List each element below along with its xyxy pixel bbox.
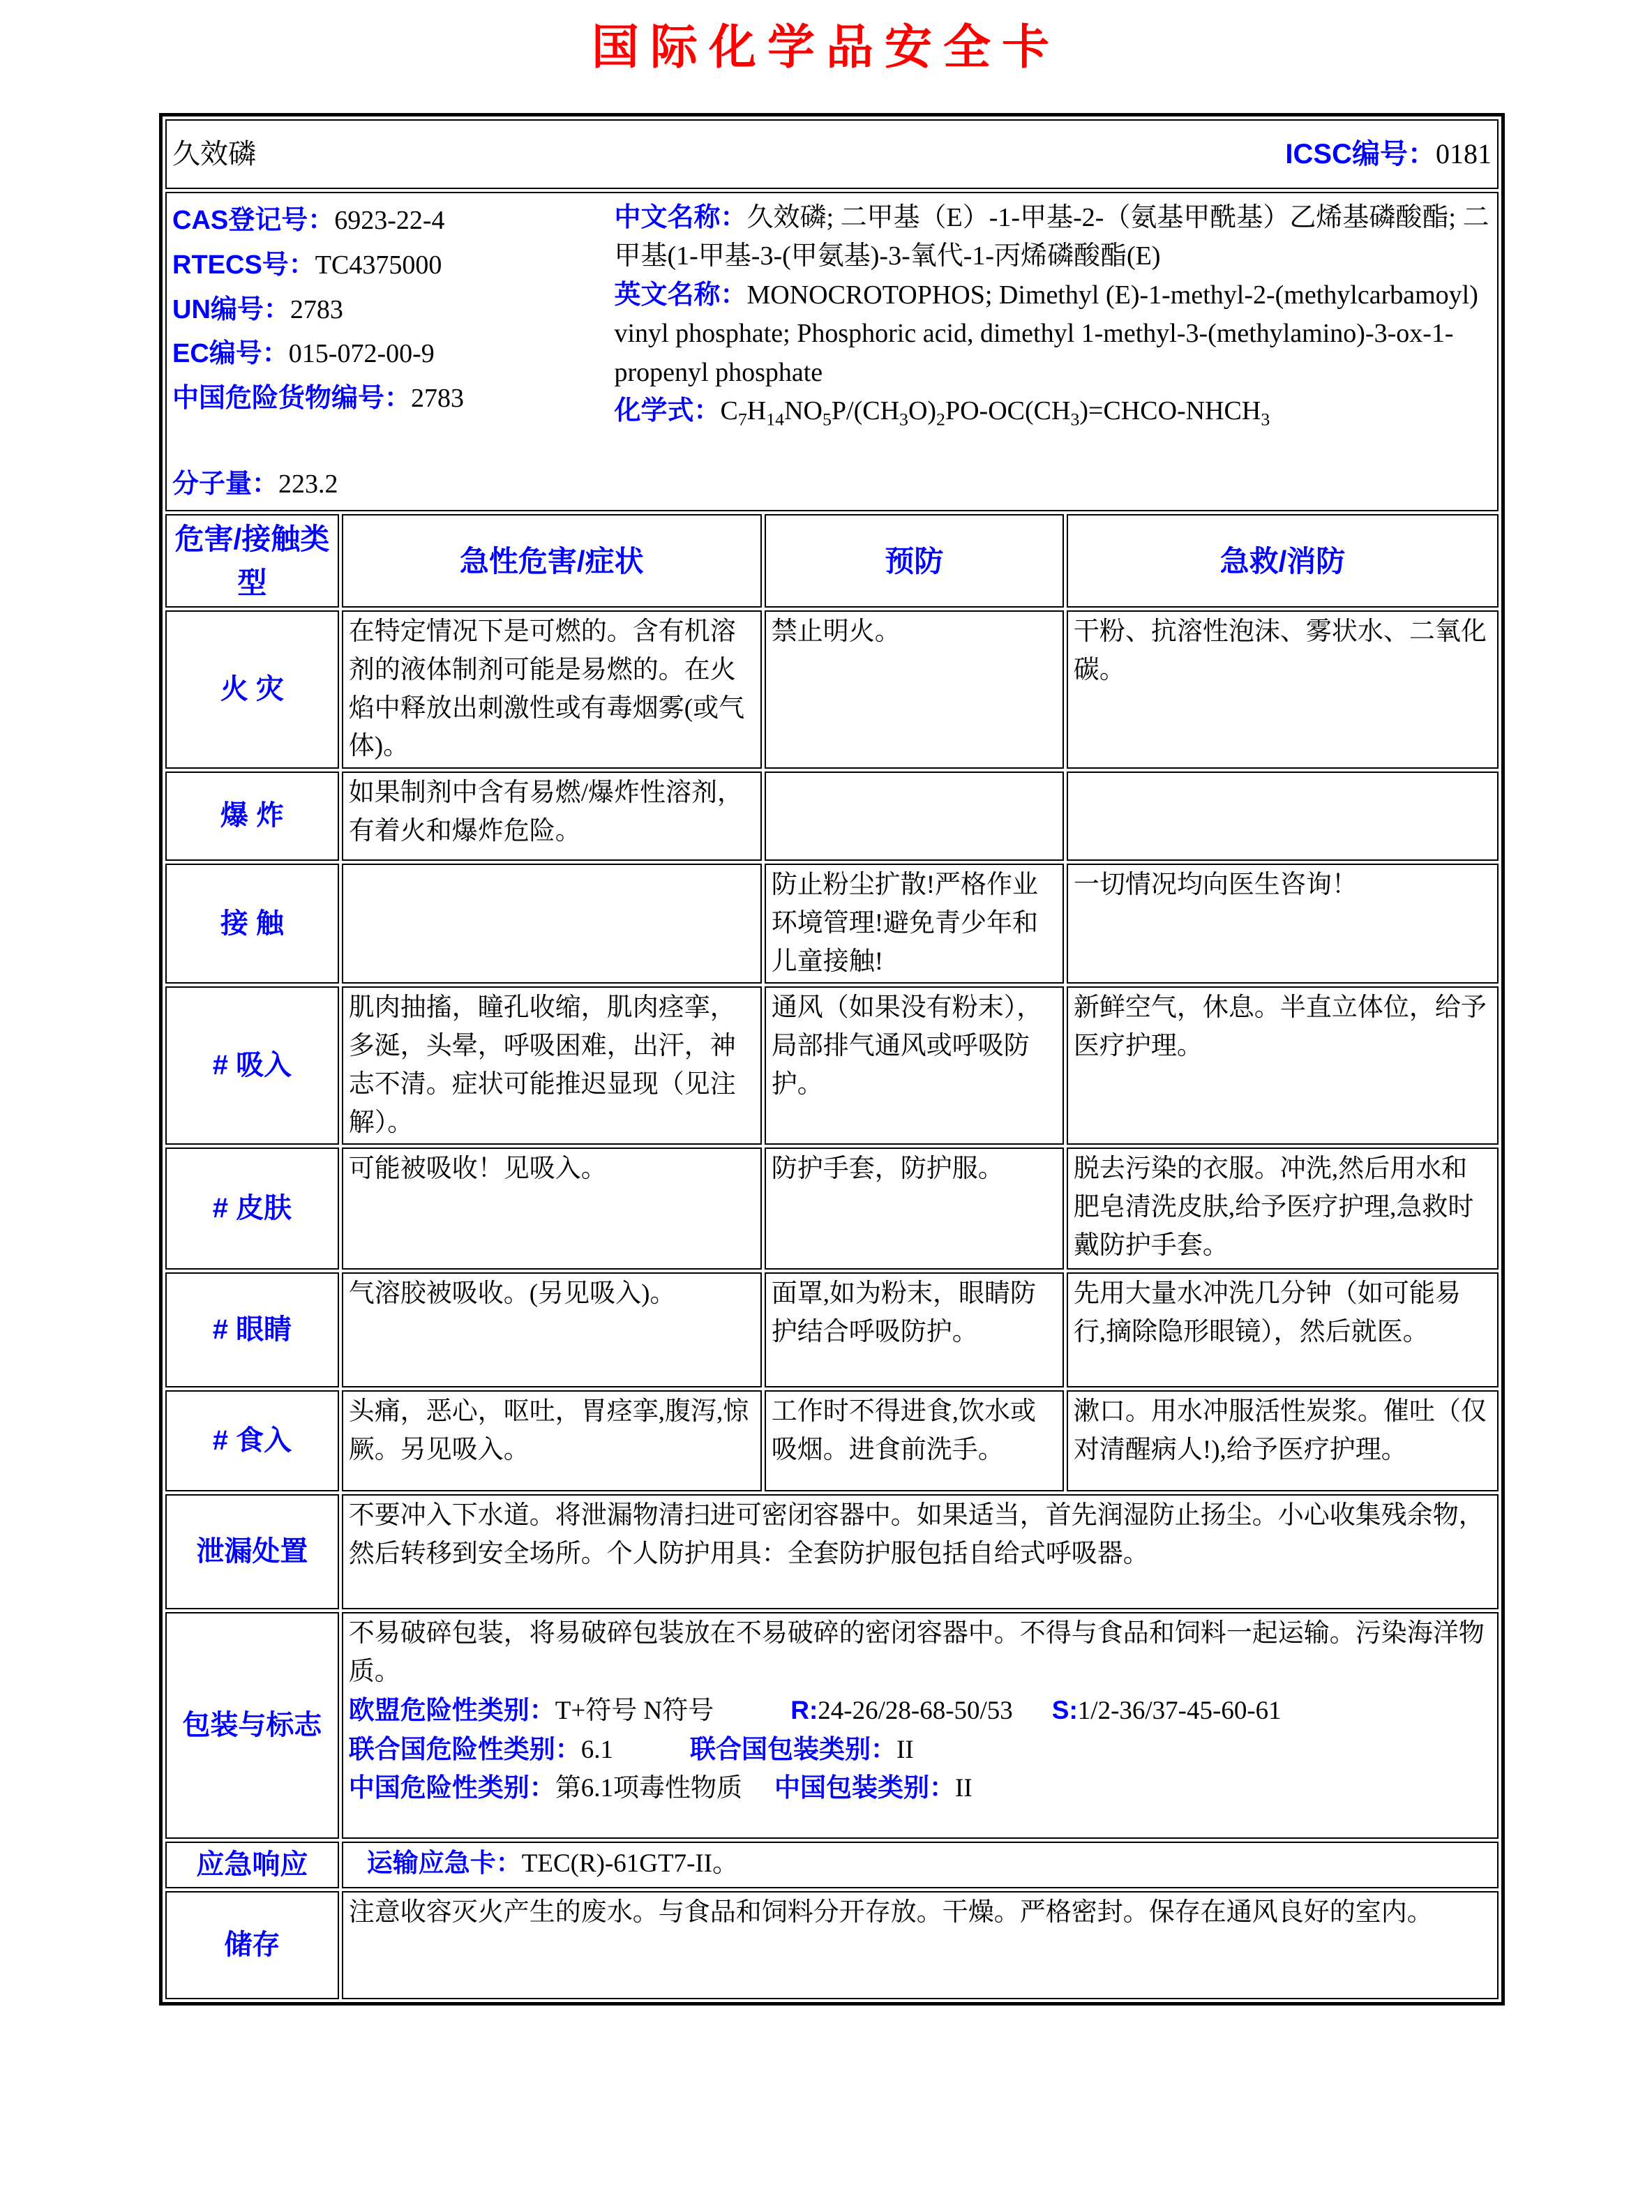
chemical-formula-line: 化学式：$C_7H_{14}NO_5P/(CH_3O)_2PO-OC(CH_3)=CHCO-NHCH_3$ xyxy=(614,396,1270,430)
exposure-firstaid: 一切情况均向医生咨询！ xyxy=(1067,864,1499,984)
spill-content: 不要冲入下水道。将泄漏物清扫进可密闭容器中。如果适当，首先润湿防止扬尘。小心收集残余物，然后转移到安全场所。个人防护用具：全套防护服包括自给式呼吸器。 xyxy=(342,1494,1499,1609)
ingestion-hazards: 头痛，恶心，呕吐，胃痉挛,腹泻,惊厥。另见吸入。 xyxy=(342,1390,762,1491)
fire-prevention: 禁止明火。 xyxy=(765,610,1064,769)
row-label-spill: 泄漏处置 xyxy=(165,1494,339,1609)
row-label-inhalation: # 吸入 xyxy=(165,986,339,1145)
transport-card-label: 运输应急卡： xyxy=(366,1849,522,1878)
col-header-firstaid: 急救/消防 xyxy=(1067,514,1499,608)
packaging-cn-line: 中国危险性类别：第6.1项毒性物质 中国包装类别：II xyxy=(348,1773,973,1803)
un-number-line: UN编号：2783 xyxy=(172,294,343,324)
page-title: 国际化学品安全卡 xyxy=(591,21,1060,74)
names-block xyxy=(614,195,1492,506)
row-label-exposure: 接 触 xyxy=(165,864,339,984)
col-header-acute-hazards: 急性危害/症状 xyxy=(342,514,762,608)
row-label-packaging: 包装与标志 xyxy=(165,1612,339,1839)
ingestion-firstaid: 漱口。用水冲服活性炭浆。催吐（仅对清醒病人!),给予医疗护理。 xyxy=(1067,1390,1499,1491)
eyes-prevention: 面罩,如为粉末，眼睛防护结合呼吸防护。 xyxy=(765,1272,1064,1387)
molecular-weight-line: 分子量：223.2 xyxy=(172,469,338,499)
eu-class-label: 欧盟危险性类别： xyxy=(348,1695,555,1724)
ingestion-prevention: 工作时不得进食,饮水或吸烟。进食前洗手。 xyxy=(765,1390,1064,1491)
chinese-name-line: 中文名称：久效磷; 二甲基（E）-1-甲基-2-（氨基甲酰基）乙烯基磷酸酯; 二甲基(1-甲基-3-(甲氨基)-3-氧代-1-丙烯磷酸酯(E) xyxy=(614,203,1489,271)
row-label-ingestion: # 食入 xyxy=(165,1390,339,1491)
exposure-prevention: 防止粉尘扩散!严格作业环境管理!避免青少年和儿童接触! xyxy=(765,864,1064,984)
skin-firstaid: 脱去污染的衣服。冲洗,然后用水和肥皂清洗皮肤,给予医疗护理,急救时戴防护手套。 xyxy=(1067,1148,1499,1270)
substance-name: 久效磷 xyxy=(172,138,256,170)
inhalation-prevention: 通风（如果没有粉末），局部排气通风或呼吸防护。 xyxy=(765,986,1064,1145)
fire-firstaid: 干粉、抗溶性泡沫、雾状水、二氧化碳。 xyxy=(1067,610,1499,769)
inhalation-hazards: 肌肉抽搐，瞳孔收缩，肌肉痉挛，多涎，头晕，呼吸困难，出汗，神志不清。症状可能推迟显现（见注解）。 xyxy=(342,986,762,1145)
exposure-hazards xyxy=(342,864,762,984)
r-phrases-label: R: xyxy=(790,1695,818,1724)
un-class-label: 联合国危险性类别： xyxy=(348,1734,581,1763)
packaging-un-line: 联合国危险性类别：6.1 联合国包装类别：II xyxy=(348,1734,914,1764)
packaging-intro: 不易破碎包装，将易破碎包装放在不易破碎的密闭容器中。不得与食品和饲料一起运输。污染海洋物质。 xyxy=(348,1619,1485,1686)
col-header-prevention: 预防 xyxy=(765,514,1064,608)
cn-class-label: 中国危险性类别： xyxy=(348,1773,555,1803)
s-phrases-label: S: xyxy=(1051,1695,1078,1724)
identifier-list xyxy=(172,195,614,506)
explosion-hazards: 如果制剂中含有易燃/爆炸性溶剂，有着火和爆炸危险。 xyxy=(342,772,762,861)
emergency-content: 运输应急卡：TEC(R)-61GT7-II。 xyxy=(342,1842,1499,1888)
icsc-number: 0181 xyxy=(1436,137,1492,170)
eyes-firstaid: 先用大量水冲洗几分钟（如可能易行,摘除隐形眼镜），然后就医。 xyxy=(1067,1272,1499,1387)
explosion-firstaid xyxy=(1067,772,1499,861)
identity-section xyxy=(165,192,1499,511)
cn-pack-label: 中国包装类别： xyxy=(774,1773,956,1803)
skin-hazards: 可能被吸收！见吸入。 xyxy=(342,1148,762,1270)
china-dg-number-line: 中国危险货物编号：2783 xyxy=(172,384,465,414)
english-name-line: 英文名称：MONOCROTOPHOS; Dimethyl (E)-1-methyl-2-(methylcarbamoyl) vinyl phosphate; Phosphoric acid, dimethyl 1-methyl-3-(methylamino)-3-ox-1-propenyl phosphate xyxy=(614,280,1478,387)
fire-hazards: 在特定情况下是可燃的。含有机溶剂的液体制剂可能是易燃的。在火焰中释放出刺激性或有毒烟雾(或气体)。 xyxy=(342,610,762,769)
row-label-fire: 火 灾 xyxy=(165,610,339,769)
inhalation-firstaid: 新鲜空气，休息。半直立体位，给予医疗护理。 xyxy=(1067,986,1499,1145)
packaging-content xyxy=(342,1612,1499,1839)
icsc-number-field xyxy=(1285,133,1492,175)
card-header-cell xyxy=(165,119,1499,189)
row-label-eyes: # 眼睛 xyxy=(165,1272,339,1387)
cas-number-line: CAS登记号：6923-22-4 xyxy=(172,206,445,235)
skin-prevention: 防护手套，防护服。 xyxy=(765,1148,1064,1270)
ec-number-line: EC编号：015-072-00-9 xyxy=(172,339,435,369)
row-label-emergency: 应急响应 xyxy=(165,1842,339,1888)
rtecs-number-line: RTECS号：TC4375000 xyxy=(172,250,442,280)
chemical-formula: $C_7H_{14}NO_5P/(CH_3O)_2PO-OC(CH_3)=CHCO-NHCH_3$ xyxy=(720,396,1270,430)
un-pack-label: 联合国包装类别： xyxy=(690,1734,897,1763)
safety-card-table xyxy=(159,113,1505,2006)
eyes-hazards: 气溶胶被吸收。(另见吸入)。 xyxy=(342,1272,762,1387)
icsc-label: ICSC编号： xyxy=(1285,138,1436,170)
packaging-eu-line: 欧盟危险性类别：T+符号 N符号 R:24-26/28-68-50/53 S:1/2-36/37-45-60-61 xyxy=(348,1695,1282,1725)
row-label-explosion: 爆 炸 xyxy=(165,772,339,861)
storage-content: 注意收容灭火产生的废水。与食品和饲料分开存放。干燥。严格密封。保存在通风良好的室内。 xyxy=(342,1891,1499,1999)
row-label-storage: 储存 xyxy=(165,1891,339,1999)
col-header-hazard-type: 危害/接触类型 xyxy=(165,514,339,608)
row-label-skin: # 皮肤 xyxy=(165,1148,339,1270)
explosion-prevention xyxy=(765,772,1064,861)
